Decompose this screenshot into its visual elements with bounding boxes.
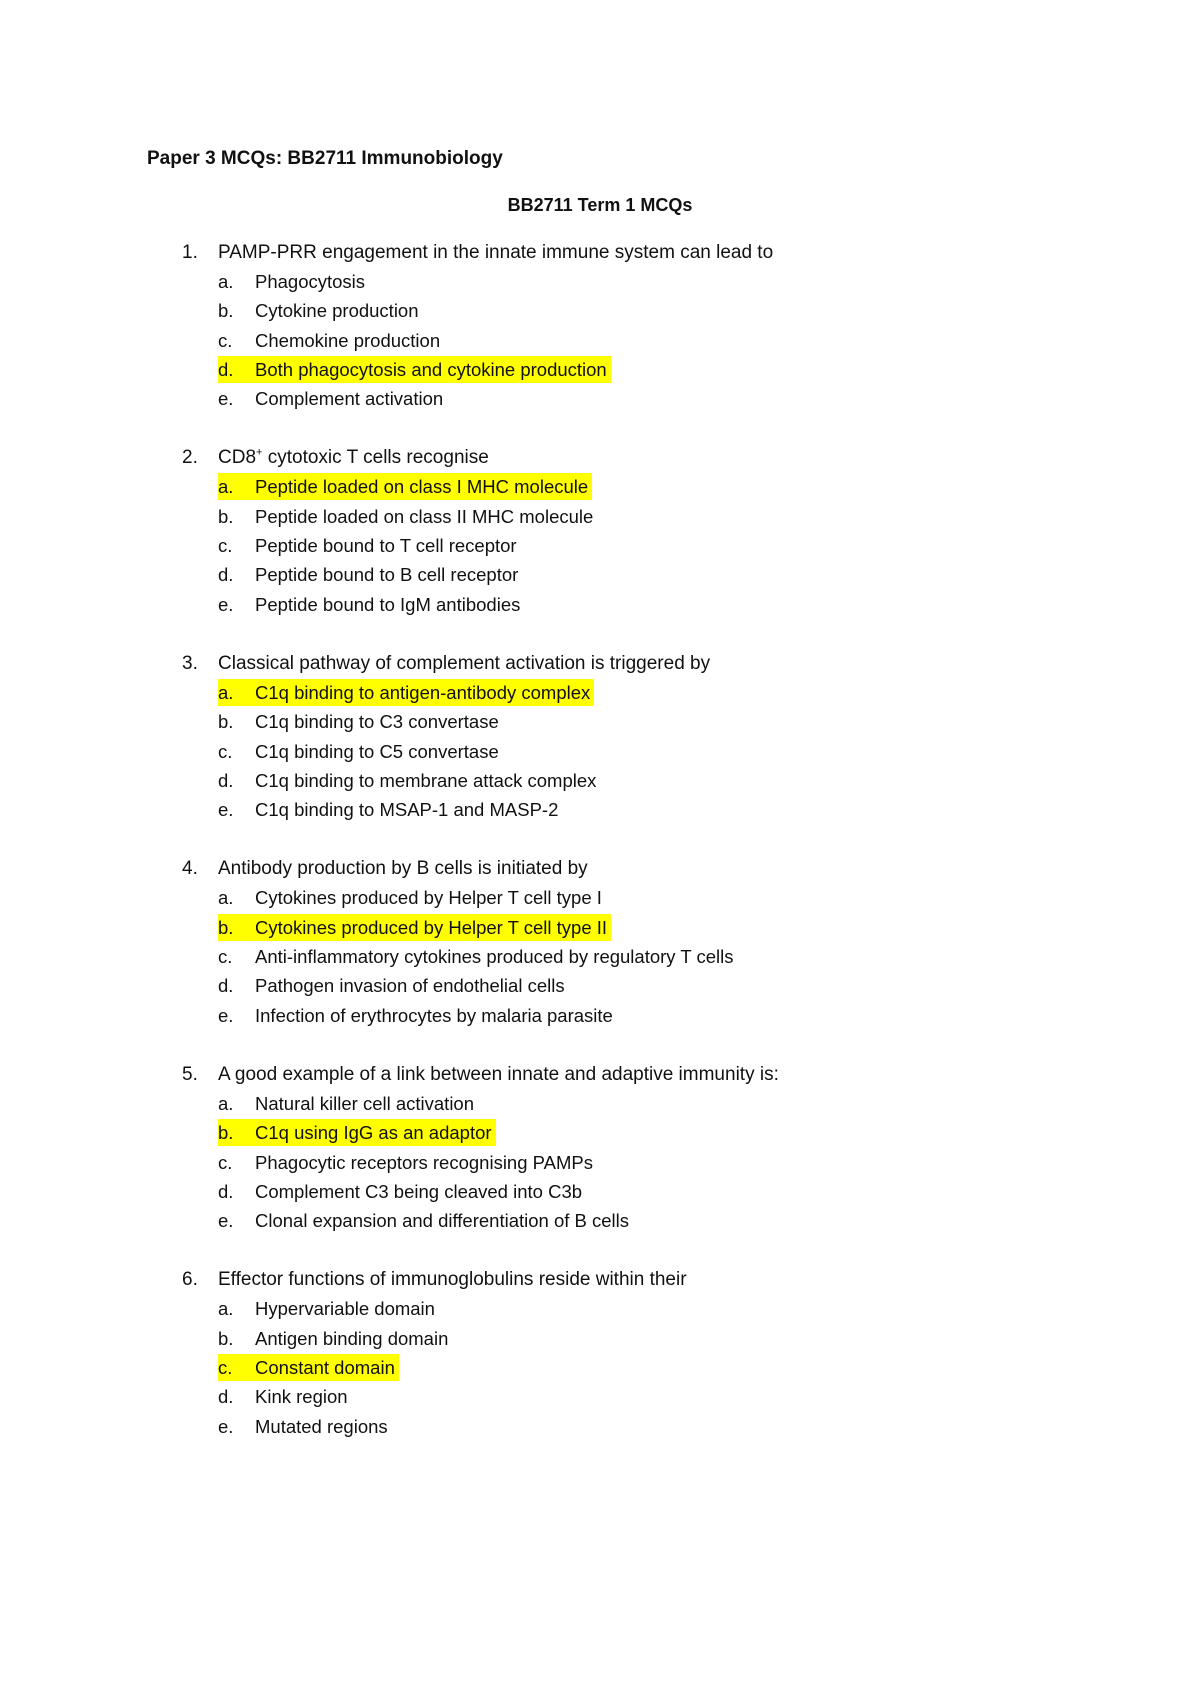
answer-option (0, 1324, 1200, 1353)
answer-row (218, 708, 503, 735)
answer-row (218, 1178, 586, 1205)
answer-option (0, 766, 1200, 795)
option-letter: c. (218, 1151, 233, 1173)
option-list (0, 678, 1200, 824)
answer-row (218, 1325, 452, 1352)
question-text: PAMP-PRR engagement in the innate immune system can lead to (218, 242, 774, 263)
answer-row (218, 591, 524, 618)
answer-row (218, 1090, 478, 1117)
option-text: Mutated regions (255, 1415, 388, 1437)
answer-option (0, 384, 1200, 413)
answer-row (218, 1383, 352, 1410)
option-text: Kink region (255, 1386, 348, 1408)
answer-row (218, 385, 447, 412)
answer-option (0, 1001, 1200, 1030)
answer-row (218, 1295, 439, 1322)
option-text: C1q binding to MSAP-1 and MASP-2 (255, 799, 559, 821)
question-text: Antibody production by B cells is initiated by (218, 858, 588, 880)
answer-option (0, 590, 1200, 619)
answer-option (0, 1148, 1200, 1177)
option-text: Constant domain (255, 1357, 395, 1379)
option-text: Peptide loaded on class II MHC molecule (255, 505, 594, 527)
highlighted-answer (218, 1354, 399, 1381)
option-letter: e. (218, 1415, 234, 1437)
answer-row (218, 767, 600, 794)
answer-option (0, 795, 1200, 824)
question-number: 6. (182, 1269, 198, 1291)
question-stem (0, 238, 1200, 267)
question-text: Classical pathway of complement activation is triggered by (218, 652, 711, 674)
question-stem (0, 1265, 1200, 1294)
answer-option (0, 326, 1200, 355)
answer-option (0, 707, 1200, 736)
answer-option (0, 1206, 1200, 1235)
question-number: 3. (182, 652, 198, 674)
answer-row (218, 327, 444, 354)
question-text-suffix: cytotoxic T cells recognise (262, 447, 489, 469)
option-letter: e. (218, 593, 234, 615)
answer-option (0, 296, 1200, 325)
answer-row (218, 943, 737, 970)
question-number: 5. (182, 1063, 198, 1085)
option-letter: d. (218, 1386, 234, 1408)
option-letter: a. (218, 887, 234, 909)
option-text: Peptide bound to T cell receptor (255, 535, 517, 557)
option-text: Both phagocytosis and cytokine production (255, 358, 607, 380)
superscript-plus: + (256, 447, 263, 460)
answer-row (218, 1149, 597, 1176)
option-letter: b. (218, 711, 234, 733)
answer-option (0, 913, 1200, 942)
option-text: C1q binding to membrane attack complex (255, 769, 597, 791)
option-text: Antigen binding domain (255, 1327, 449, 1349)
option-letter: a. (218, 1092, 234, 1114)
option-letter: e. (218, 1210, 234, 1232)
option-letter: a. (218, 271, 234, 292)
highlighted-answer (218, 356, 611, 383)
option-text: Clonal expansion and differentiation of B cells (255, 1210, 630, 1232)
question-text: A good example of a link between innate and adaptive immunity is: (218, 1063, 779, 1085)
option-text: Anti-inflammatory cytokines produced by regulatory T cells (255, 946, 734, 968)
answer-option (0, 1294, 1200, 1323)
option-letter: a. (218, 1298, 234, 1320)
answer-row (218, 796, 562, 823)
answer-option (0, 1118, 1200, 1147)
answer-row (218, 503, 597, 530)
answer-option (0, 1382, 1200, 1411)
option-text: Infection of erythrocytes by malaria parasite (255, 1004, 613, 1026)
option-text: Pathogen invasion of endothelial cells (255, 975, 565, 997)
option-letter: b. (218, 1122, 234, 1144)
option-letter: b. (218, 505, 234, 527)
answer-option (0, 942, 1200, 971)
option-text: Peptide bound to B cell receptor (255, 564, 519, 586)
question-2 (0, 443, 1200, 618)
option-letter: d. (218, 1180, 234, 1202)
option-letter: b. (218, 916, 234, 938)
option-text: Cytokines produced by Helper T cell type I (255, 887, 602, 909)
answer-row (218, 884, 606, 911)
option-letter: c. (218, 1357, 233, 1379)
answer-option (0, 560, 1200, 589)
option-text: Complement C3 being cleaved into C3b (255, 1180, 583, 1202)
option-list (0, 472, 1200, 618)
option-list (0, 267, 1200, 413)
option-text: Hypervariable domain (255, 1298, 435, 1320)
answer-option (0, 355, 1200, 384)
answer-option (0, 883, 1200, 912)
option-text: C1q binding to antigen-antibody complex (255, 681, 591, 703)
answer-option (0, 267, 1200, 296)
answer-option (0, 502, 1200, 531)
question-number: 4. (182, 858, 198, 880)
answer-option (0, 971, 1200, 1000)
option-letter: b. (218, 1327, 234, 1349)
option-text: Peptide bound to IgM antibodies (255, 593, 521, 615)
question-text (218, 443, 489, 472)
option-letter: c. (218, 946, 233, 968)
option-letter: d. (218, 975, 234, 997)
answer-row (218, 268, 369, 295)
option-letter: a. (218, 681, 234, 703)
answer-row (218, 297, 423, 324)
answer-row (218, 972, 569, 999)
option-letter: d. (218, 769, 234, 791)
option-text: C1q using IgG as an adaptor (255, 1122, 492, 1144)
answer-row (218, 561, 522, 588)
option-text: Phagocytic receptors recognising PAMPs (255, 1151, 593, 1173)
option-letter: c. (218, 329, 233, 351)
question-number: 1. (182, 242, 198, 263)
question-stem (0, 854, 1200, 883)
question-5 (0, 1060, 1200, 1235)
question-stem (0, 649, 1200, 678)
option-text: C1q binding to C5 convertase (255, 740, 499, 762)
question-6 (0, 1265, 1200, 1440)
option-letter: c. (218, 535, 233, 557)
option-text: Cytokines produced by Helper T cell type II (255, 916, 608, 938)
answer-option (0, 472, 1200, 501)
answer-option (0, 1177, 1200, 1206)
question-3 (0, 649, 1200, 824)
answer-option (0, 1089, 1200, 1118)
option-text: Chemokine production (255, 329, 441, 351)
highlighted-answer (218, 914, 611, 941)
option-text: Cytokine production (255, 300, 419, 322)
answer-row (218, 1207, 633, 1234)
option-text: Peptide loaded on class I MHC molecule (255, 476, 589, 498)
answer-option (0, 1353, 1200, 1382)
answer-row (218, 738, 503, 765)
option-letter: d. (218, 358, 234, 380)
document-title: Paper 3 MCQs: BB2711 Immunobiology (147, 148, 503, 169)
option-text: Natural killer cell activation (255, 1092, 475, 1114)
question-list (0, 238, 1200, 1471)
question-text: Effector functions of immunoglobulins reside within their (218, 1269, 687, 1291)
option-letter: a. (218, 476, 234, 498)
answer-option (0, 678, 1200, 707)
question-number: 2. (182, 447, 198, 469)
question-text-prefix: CD8 (218, 447, 257, 469)
answer-row (218, 1413, 392, 1440)
question-stem (0, 443, 1200, 472)
option-list (0, 1294, 1200, 1440)
option-list (0, 1089, 1200, 1235)
answer-option (0, 531, 1200, 560)
option-text: C1q binding to C3 convertase (255, 711, 499, 733)
option-letter: e. (218, 388, 234, 410)
highlighted-answer (218, 679, 594, 706)
option-letter: b. (218, 300, 234, 322)
option-letter: d. (218, 564, 234, 586)
option-letter: e. (218, 1004, 234, 1026)
highlighted-answer (218, 473, 592, 500)
answer-row (218, 532, 521, 559)
option-letter: e. (218, 799, 234, 821)
question-1 (0, 238, 1200, 413)
answer-option (0, 737, 1200, 766)
option-text: Complement activation (255, 388, 444, 410)
option-letter: c. (218, 740, 233, 762)
document-subtitle: BB2711 Term 1 MCQs (507, 195, 693, 215)
answer-row (218, 1002, 617, 1029)
answer-option (0, 1412, 1200, 1441)
highlighted-answer (218, 1119, 496, 1146)
option-text: Phagocytosis (255, 271, 366, 292)
question-stem (0, 1060, 1200, 1089)
option-list (0, 883, 1200, 1029)
question-4 (0, 854, 1200, 1029)
